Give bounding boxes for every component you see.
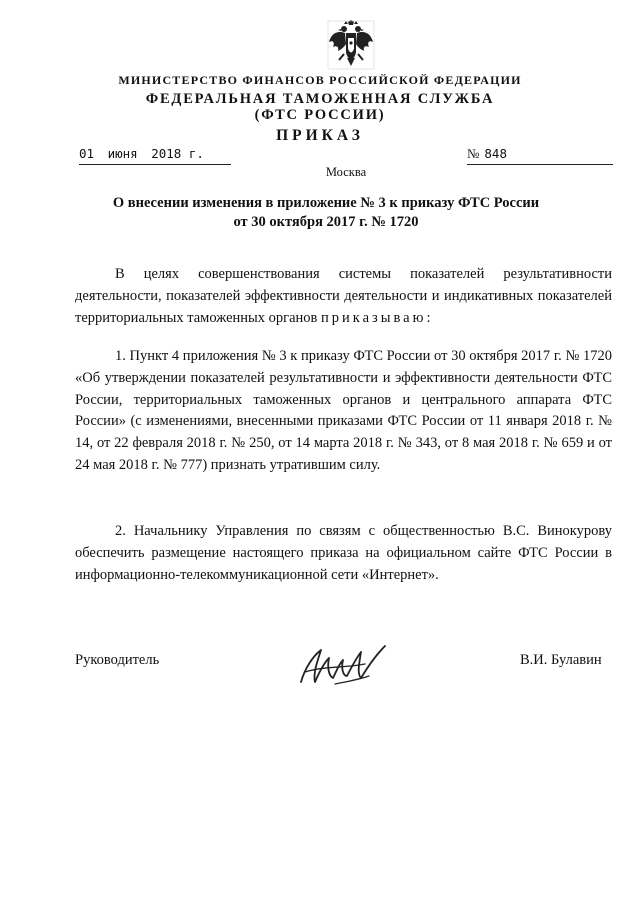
signatory-name: В.И. Булавин — [520, 652, 602, 668]
document-type: ПРИКАЗ — [276, 127, 364, 144]
service-abbreviation: (ФТС РОССИИ) — [254, 107, 386, 123]
order-date-year: 2018 г. — [151, 146, 204, 161]
subject-line-1: О внесении изменения в приложение № 3 к приказу ФТС России — [112, 195, 540, 211]
order-number — [467, 146, 613, 165]
russian-coat-of-arms-icon — [327, 20, 375, 70]
signatory-position: Руководитель — [75, 652, 160, 668]
preamble-text: В целях совершенствования системы показателей результативности деятельности, показателей эффективности деятельности и индикативных показателей территориальных таможенных органов — [75, 266, 612, 326]
order-number-value: 848 — [484, 146, 507, 161]
service-name: ФЕДЕРАЛЬНАЯ ТАМОЖЕННАЯ СЛУЖБА — [145, 91, 495, 107]
city: Москва — [325, 165, 367, 179]
order-date-month: июня — [107, 146, 138, 161]
subject-line-2: от 30 октября 2017 г. № 1720 — [233, 214, 419, 230]
paragraph-item-1 — [75, 346, 612, 477]
ministry-name: МИНИСТЕРСТВО ФИНАНСОВ РОССИЙСКОЙ ФЕДЕРАЦИИ — [118, 73, 522, 87]
order-date — [79, 146, 231, 165]
item-2-text: 2. Начальнику Управления по связям с общественностью В.С. Винокурову обеспечить размещение настоящего приказа на официальном сайте ФТС России в информационно-телекоммуникационной сети «Интернет». — [75, 523, 612, 583]
order-number-label: № — [467, 146, 480, 161]
order-date-day: 01 — [79, 146, 95, 161]
paragraph-preamble — [75, 264, 612, 329]
item-1-text: 1. Пункт 4 приложения № 3 к приказу ФТС России от 30 октября 2017 г. № 1720 «Об утверждении показателей результативности и эффективности деятельности ФТС России, территориальных таможенных органов и центрального аппарата ФТС России» (с изменениями, внесенными приказами ФТС России от 11 января 2018 г. № 14, от 22 февраля 2018 г. № 250, от 14 марта 2018 г. № 343, от 8 мая 2018 г. № 659 и от 24 мая 2018 г. № 777) признать утратившим силу. — [75, 348, 612, 473]
handwritten-signature-icon — [295, 638, 395, 690]
preamble-order-word: приказываю: — [321, 309, 434, 326]
paragraph-item-2 — [75, 521, 612, 586]
